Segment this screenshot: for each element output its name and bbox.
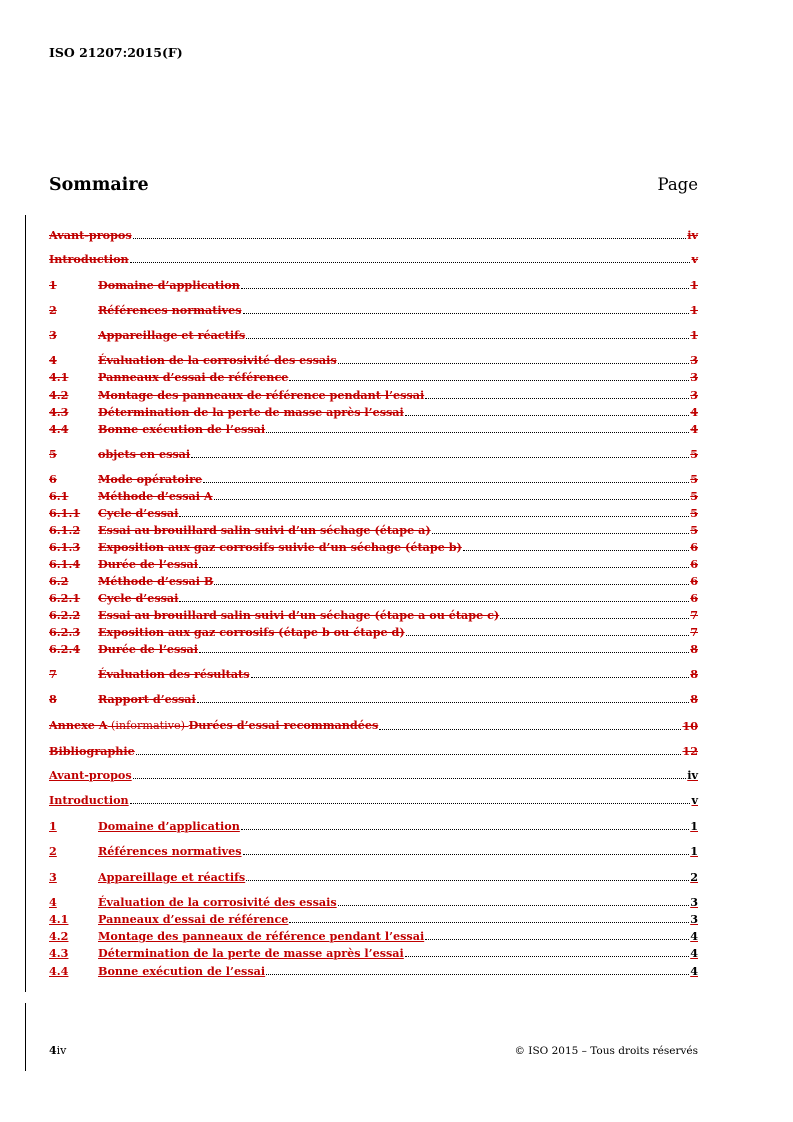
toc-dot-leader — [289, 379, 689, 381]
toc-entry-title — [98, 490, 213, 502]
toc-entry-del[interactable] — [49, 537, 698, 553]
toc-dot-leader — [425, 397, 689, 399]
toc-entry-number: 4.2 — [49, 929, 69, 943]
toc-dot-leader — [197, 701, 689, 703]
toc-entry-title-text: Panneaux d’essai de référence — [98, 912, 289, 926]
toc-entry-page: 2 — [690, 870, 698, 884]
toc-entry-page: 5 — [690, 523, 698, 537]
toc-entry-number: 1 — [49, 278, 57, 292]
toc-entry-number: 6.2 — [49, 574, 69, 588]
toc-entry-title-text: Appareillage et réactifs — [98, 328, 246, 342]
toc-entry-title — [49, 229, 132, 241]
toc-entry-page: 5 — [690, 447, 698, 461]
toc-entry-title — [98, 965, 265, 977]
toc-entry-page: 12 — [682, 744, 698, 758]
toc-entry-number: 3 — [49, 870, 57, 884]
toc-entry-title-text: Cycle d’essai — [98, 591, 179, 605]
toc-entry-number: 4.4 — [49, 964, 69, 978]
toc-entry-number: 2 — [49, 303, 57, 317]
toc-entry-title — [98, 423, 265, 435]
toc-dot-leader — [179, 600, 689, 602]
toc-entry-page: 10 — [682, 719, 698, 733]
toc-entry-del[interactable] — [49, 444, 698, 460]
toc-entry-ins[interactable] — [49, 961, 698, 977]
toc-entry-title — [98, 473, 202, 485]
toc-entry-del[interactable] — [49, 588, 698, 604]
toc-dot-leader — [199, 651, 689, 653]
toc-dot-leader — [243, 853, 690, 855]
toc-entry-title-text: Avant-propos — [49, 228, 132, 242]
toc-entry-title-text: Durée de l’essai — [98, 642, 199, 656]
toc-entry-del[interactable] — [49, 639, 698, 655]
toc-entry-title — [98, 558, 198, 570]
toc-dot-leader — [425, 938, 689, 940]
toc-entry-page: v — [691, 793, 698, 807]
toc-entry-page: 5 — [690, 506, 698, 520]
toc-entry-title-text: objets en essai — [98, 447, 191, 461]
toc-entry-number: 2 — [49, 844, 57, 858]
toc-entry-page: 3 — [690, 895, 698, 909]
toc-dot-leader — [432, 532, 690, 534]
toc-entry-page: 3 — [690, 370, 698, 384]
toc-entry-title — [49, 745, 135, 757]
toc-entry-title — [98, 371, 288, 383]
toc-entry-number: 6.1.1 — [49, 506, 81, 520]
toc-entry-del[interactable] — [49, 402, 698, 418]
toc-entry-del[interactable] — [49, 503, 698, 519]
toc-entry-del[interactable] — [49, 249, 698, 265]
toc-entry-title — [98, 896, 337, 908]
toc-entry-title-text: Essai au brouillard salin suivi d’un séchage (étape a ou étape c) — [98, 608, 500, 622]
toc-entry-page: 4 — [690, 946, 698, 960]
toc-entry-number: 4 — [49, 895, 57, 909]
toc-entry-del[interactable] — [49, 385, 698, 401]
toc-dot-leader — [246, 879, 689, 881]
toc-entry-del[interactable] — [49, 622, 698, 638]
toc-entry-page: iv — [687, 768, 698, 782]
toc-entry-title — [49, 719, 378, 732]
toc-entry-page: 6 — [690, 540, 698, 554]
toc-entry-title — [98, 389, 424, 401]
toc-entry-ins[interactable] — [49, 867, 698, 883]
toc-entry-title — [98, 575, 213, 587]
toc-entry-title — [98, 626, 405, 638]
toc-entry-title-text: Évaluation des résultats — [98, 667, 250, 681]
toc-entry-del[interactable] — [49, 664, 698, 680]
toc-dot-leader — [405, 414, 689, 416]
toc-entry-number: 7 — [49, 667, 57, 681]
toc-entry-del[interactable] — [49, 367, 698, 383]
toc-entry-number: 6.1.3 — [49, 540, 81, 554]
toc-entry-title-text: Panneaux d’essai de référence — [98, 370, 289, 384]
toc-entry-page: 4 — [690, 422, 698, 436]
toc-entry-title-text: Montage des panneaux de référence pendant l’essai — [98, 388, 425, 402]
toc-entry-number: 8 — [49, 692, 57, 706]
toc-dot-leader — [133, 237, 687, 239]
toc-entry-number: 4.3 — [49, 946, 69, 960]
toc-dot-leader — [241, 828, 689, 830]
toc-entry-page: v — [691, 252, 698, 266]
footer-page-number — [49, 1044, 66, 1057]
toc-dot-leader — [133, 777, 687, 779]
toc-entry-ins[interactable] — [49, 765, 698, 781]
toc-dot-leader — [241, 287, 689, 289]
toc-entry-title-note: (informative) — [107, 719, 189, 732]
toc-entry-title — [98, 541, 462, 553]
toc-entry-page: 5 — [690, 472, 698, 486]
toc-entry-number: 6.1.2 — [49, 523, 81, 537]
toc-entry-title — [98, 845, 242, 857]
toc-dot-leader — [243, 312, 690, 314]
toc-entry-title-text: Détermination de la perte de masse après l’essai — [98, 946, 404, 960]
footer-page-new: 4 — [49, 1044, 57, 1057]
toc-entry-page: 1 — [690, 328, 698, 342]
toc-dot-leader — [246, 337, 689, 339]
toc-entry-title-text: Introduction — [49, 793, 129, 807]
toc-entry-title-text: Méthode d’essai A — [98, 489, 213, 503]
toc-dot-leader — [338, 904, 690, 906]
toc-entry-title-text: Domaine d’application — [98, 278, 240, 292]
footer-page-old: iv — [56, 1044, 67, 1057]
toc-entry-page: iv — [687, 228, 698, 242]
toc-entry-page: 1 — [690, 819, 698, 833]
toc-dot-leader — [266, 431, 689, 433]
toc-entry-title-text: Annexe A — [49, 718, 108, 732]
toc-entry-title — [98, 820, 240, 832]
toc-entry-title-text: Méthode d’essai B — [98, 574, 214, 588]
toc-entry-title-text: Évaluation de la corrosivité des essais — [98, 895, 337, 909]
toc-entry-title — [98, 304, 242, 316]
toc-entry-del[interactable] — [49, 486, 698, 502]
toc-entry-del[interactable] — [49, 275, 698, 291]
change-bar-top — [25, 215, 26, 992]
toc-entry-title — [49, 794, 129, 806]
toc-entry-title — [98, 947, 404, 959]
toc-dot-leader — [500, 617, 689, 619]
toc-dot-leader — [289, 921, 689, 923]
toc-entry-page: 4 — [690, 964, 698, 978]
toc-entry-title — [98, 668, 250, 680]
toc-entry-page: 7 — [690, 625, 698, 639]
toc-page-label: Page — [657, 175, 698, 194]
toc-entry-title-text: Avant-propos — [49, 768, 132, 782]
toc-title: Sommaire — [49, 175, 149, 195]
toc-entry-title — [98, 524, 431, 536]
toc-entry-number: 5 — [49, 447, 57, 461]
toc-entry-page: 3 — [690, 388, 698, 402]
toc-entry-title — [98, 609, 499, 621]
toc-entry-title-text: Appareillage et réactifs — [98, 870, 246, 884]
toc-entry-number: 3 — [49, 328, 57, 342]
toc-dot-leader — [199, 566, 689, 568]
toc-entry-title-text: Durée de l’essai — [98, 557, 199, 571]
footer-copyright: © ISO 2015 – Tous droits réservés — [514, 1045, 698, 1057]
toc-entry-del[interactable] — [49, 571, 698, 587]
toc-entry-number: 6.2.1 — [49, 591, 81, 605]
toc-entry-number: 1 — [49, 819, 57, 833]
toc-dot-leader — [405, 955, 689, 957]
toc-dot-leader — [130, 802, 691, 804]
toc-entry-page: 8 — [690, 667, 698, 681]
toc-entry-title — [49, 769, 132, 781]
toc-entry-number: 6.1.4 — [49, 557, 81, 571]
toc-entry-number: 4.3 — [49, 405, 69, 419]
toc-entry-title — [98, 406, 404, 418]
toc-entry-title-text: Bonne exécution de l’essai — [98, 422, 266, 436]
toc-entry-page: 3 — [690, 353, 698, 367]
toc-entry-title-text: Références normatives — [98, 844, 242, 858]
toc-entry-number: 4 — [49, 353, 57, 367]
document-id: ISO 21207:2015(F) — [49, 45, 183, 60]
toc-entry-number: 4.4 — [49, 422, 69, 436]
toc-entry-ins[interactable] — [49, 892, 698, 908]
toc-entry-title-text: Exposition aux gaz corrosifs (étape b ou étape d) — [98, 625, 405, 639]
toc-entry-del[interactable] — [49, 350, 698, 366]
toc-entry-page: 5 — [690, 489, 698, 503]
toc-dot-leader — [379, 728, 681, 730]
toc-entry-del[interactable] — [49, 520, 698, 536]
toc-entry-page: 3 — [690, 912, 698, 926]
toc-entry-title — [98, 871, 245, 883]
toc-entry-title-text: Bonne exécution de l’essai — [98, 964, 266, 978]
toc-entry-page: 1 — [690, 278, 698, 292]
toc-entry-ins[interactable] — [49, 926, 698, 942]
toc-entry-del[interactable] — [49, 325, 698, 341]
toc-entry-ins[interactable] — [49, 909, 698, 925]
toc-entry-title-text: Exposition aux gaz corrosifs suivie d’un séchage (étape b) — [98, 540, 462, 554]
toc-entry-page: 6 — [690, 557, 698, 571]
toc-dot-leader — [406, 634, 690, 636]
toc-entry-page: 7 — [690, 608, 698, 622]
toc-entry-title-text: Références normatives — [98, 303, 242, 317]
toc-entry-ins[interactable] — [49, 790, 698, 806]
toc-entry-del[interactable] — [49, 419, 698, 435]
toc-dot-leader — [266, 973, 689, 975]
toc-entry-del[interactable] — [49, 605, 698, 621]
toc-entry-number: 6.2.2 — [49, 608, 81, 622]
toc-dot-leader — [136, 753, 682, 755]
toc-entry-page: 4 — [690, 929, 698, 943]
toc-dot-leader — [463, 549, 689, 551]
toc-dot-leader — [338, 362, 690, 364]
toc-entry-title-text: Cycle d’essai — [98, 506, 179, 520]
toc-entry-page: 6 — [690, 574, 698, 588]
toc-entry-title — [98, 448, 190, 460]
toc-dot-leader — [214, 583, 689, 585]
toc-dot-leader — [179, 515, 689, 517]
toc-entry-number: 6.2.3 — [49, 625, 81, 639]
toc-entry-title — [98, 913, 288, 925]
toc-entry-number: 4.1 — [49, 370, 69, 384]
toc-entry-title-text: Introduction — [49, 252, 129, 266]
toc-entry-title — [98, 329, 245, 341]
toc-dot-leader — [251, 676, 690, 678]
toc-entry-ins[interactable] — [49, 841, 698, 857]
change-bar-bottom — [25, 1003, 26, 1071]
toc-entry-title-text: Détermination de la perte de masse après l’essai — [98, 405, 404, 419]
toc-entry-title — [98, 592, 178, 604]
toc-entry-title-text: Montage des panneaux de référence pendant l’essai — [98, 929, 425, 943]
toc-entry-del[interactable] — [49, 554, 698, 570]
toc-entry-number: 6.1 — [49, 489, 69, 503]
toc-entry-title-text: Domaine d’application — [98, 819, 240, 833]
toc-entry-page: 4 — [690, 405, 698, 419]
toc-entry-number: 6.2.4 — [49, 642, 81, 656]
toc-entry-number: 4.1 — [49, 912, 69, 926]
toc-entry-del[interactable] — [49, 300, 698, 316]
toc-entry-number: 4.2 — [49, 388, 69, 402]
toc-entry-title — [98, 507, 178, 519]
toc-entry-title — [98, 279, 240, 291]
toc-entry-title — [98, 354, 337, 366]
toc-entry-title-tail: Durées d’essai recommandées — [188, 718, 379, 732]
toc-entry-title-text: Évaluation de la corrosivité des essais — [98, 353, 337, 367]
toc-entry-del[interactable] — [49, 689, 698, 705]
toc-entry-page: 6 — [690, 591, 698, 605]
toc-dot-leader — [130, 261, 691, 263]
toc-entry-del[interactable] — [49, 225, 698, 241]
toc-dot-leader — [191, 456, 689, 458]
toc-entry-page: 8 — [690, 642, 698, 656]
toc-dot-leader — [214, 498, 690, 500]
toc-entry-del[interactable] — [49, 469, 698, 485]
toc-entry-number: 6 — [49, 472, 57, 486]
toc-entry-title-text: Rapport d’essai — [98, 692, 196, 706]
toc-entry-page: 1 — [690, 844, 698, 858]
toc-entry-del[interactable] — [49, 716, 698, 732]
toc-entry-title — [98, 930, 424, 942]
toc-entry-ins[interactable] — [49, 816, 698, 832]
toc-entry-del[interactable] — [49, 741, 698, 757]
toc-dot-leader — [203, 481, 689, 483]
toc-entry-title — [98, 643, 198, 655]
toc-entry-title — [98, 693, 196, 705]
toc-entry-ins[interactable] — [49, 943, 698, 959]
toc-entry-title — [49, 253, 129, 265]
toc-entry-page: 1 — [690, 303, 698, 317]
toc-entry-page: 8 — [690, 692, 698, 706]
toc-entry-title-text: Mode opératoire — [98, 472, 203, 486]
toc-entry-title-text: Essai au brouillard salin suivi d’un séchage (étape a) — [98, 523, 431, 537]
toc-entry-title-text: Bibliographie — [49, 744, 135, 758]
